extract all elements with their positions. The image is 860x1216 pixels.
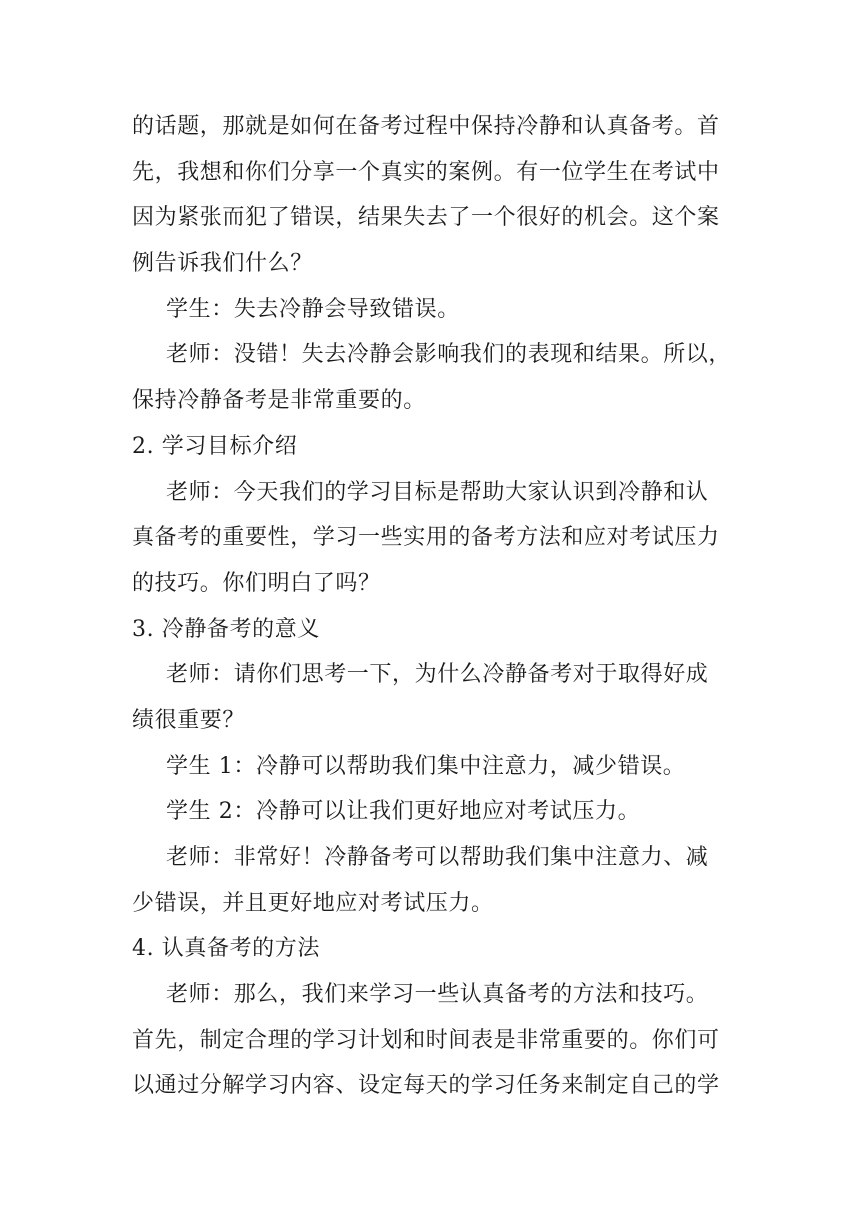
document-body [132, 104, 732, 1109]
text-line: 绩很重要？ [132, 707, 246, 733]
text-line: 真备考的重要性，学习一些实用的备考方法和应对考试压力 [132, 525, 720, 551]
section-heading: 4. 认真备考的方法 [132, 936, 320, 962]
section-heading: 3. 冷静备考的意义 [132, 616, 320, 642]
teacher-line: 老师：今天我们的学习目标是帮助大家认识到冷静和认 [166, 479, 709, 505]
text-line: 保持冷静备考是非常重要的。 [132, 388, 426, 414]
teacher-line: 老师：请你们思考一下，为什么冷静备考对于取得好成 [166, 662, 709, 688]
teacher-line: 老师：非常好！冷静备考可以帮助我们集中注意力、减 [166, 845, 709, 870]
student-reply-line: 学生：失去冷静会导致错误。 [166, 296, 460, 322]
teacher-line: 老师：没错！失去冷静会影响我们的表现和结果。所以， [166, 342, 732, 368]
text-line: 少错误，并且更好地应对考试压力。 [132, 890, 494, 916]
student-reply-line: 学生 2：冷静可以让我们更好地应对考试压力。 [166, 799, 641, 825]
text-line: 以通过分解学习内容、设定每天的学习任务来制定自己的学 [132, 1073, 720, 1099]
teacher-line: 老师：那么，我们来学习一些认真备考的方法和技巧。 [166, 982, 709, 1008]
section-heading: 2. 学习目标介绍 [132, 433, 298, 459]
text-line: 首先，制定合理的学习计划和时间表是非常重要的。你们可 [132, 1027, 720, 1053]
text-line: 先，我想和你们分享一个真实的案例。有一位学生在考试中 [132, 159, 720, 185]
text-line: 例告诉我们什么？ [132, 251, 313, 277]
student-reply-line: 学生 1：冷静可以帮助我们集中注意力，减少错误。 [166, 753, 686, 779]
text-line: 的话题，那就是如何在备考过程中保持冷静和认真备考。首 [132, 114, 720, 139]
text-line: 因为紧张而犯了错误，结果失去了一个很好的机会。这个案 [132, 205, 720, 231]
text-line: 的技巧。你们明白了吗？ [132, 570, 381, 596]
